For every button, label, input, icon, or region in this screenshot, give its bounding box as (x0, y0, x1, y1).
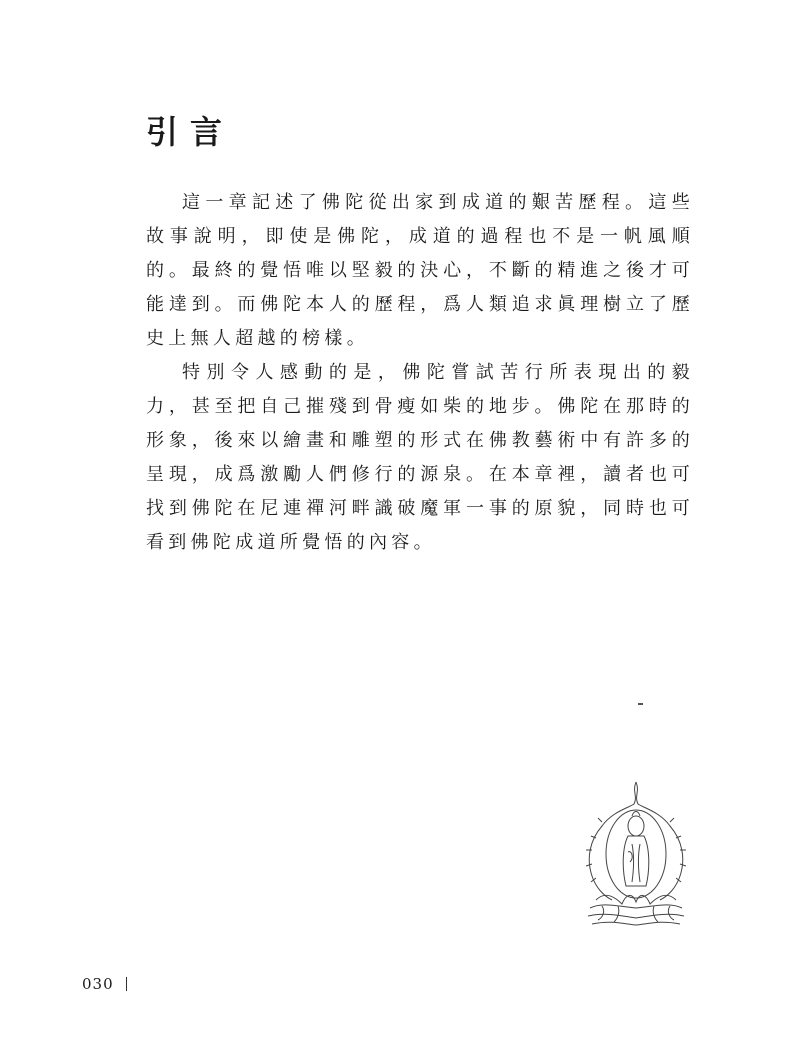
page-title: 引言 (146, 113, 235, 151)
body-text (146, 186, 694, 560)
page-number-divider (126, 977, 127, 991)
buddha-illustration (572, 778, 700, 928)
page-number (82, 975, 127, 993)
page-number-text: 030 (82, 975, 114, 993)
paragraph-2: 特別令人感動的是，佛陀嘗試苦行所表現出的毅力，甚至把自己摧殘到骨瘦如柴的地步。佛陀在那時的形象，後來以繪畫和雕塑的形式在佛教藝術中有許多的呈現，成爲激勵人們修行的源泉。在本章裡，讀者也可找到佛陀在尼連禪河畔識破魔軍一事的原貌，同時也可看到佛陀成道所覺悟的內容。 (146, 362, 694, 553)
paragraph-1: 這一章記述了佛陀從出家到成道的艱苦歷程。這些故事說明，即使是佛陀，成道的過程也不是一帆風順的。最終的覺悟唯以堅毅的決心，不斷的精進之後才可能達到。而佛陀本人的歷程，爲人類追求眞理樹立了歷史上無人超越的榜樣。 (146, 192, 694, 349)
stray-mark (638, 703, 643, 705)
